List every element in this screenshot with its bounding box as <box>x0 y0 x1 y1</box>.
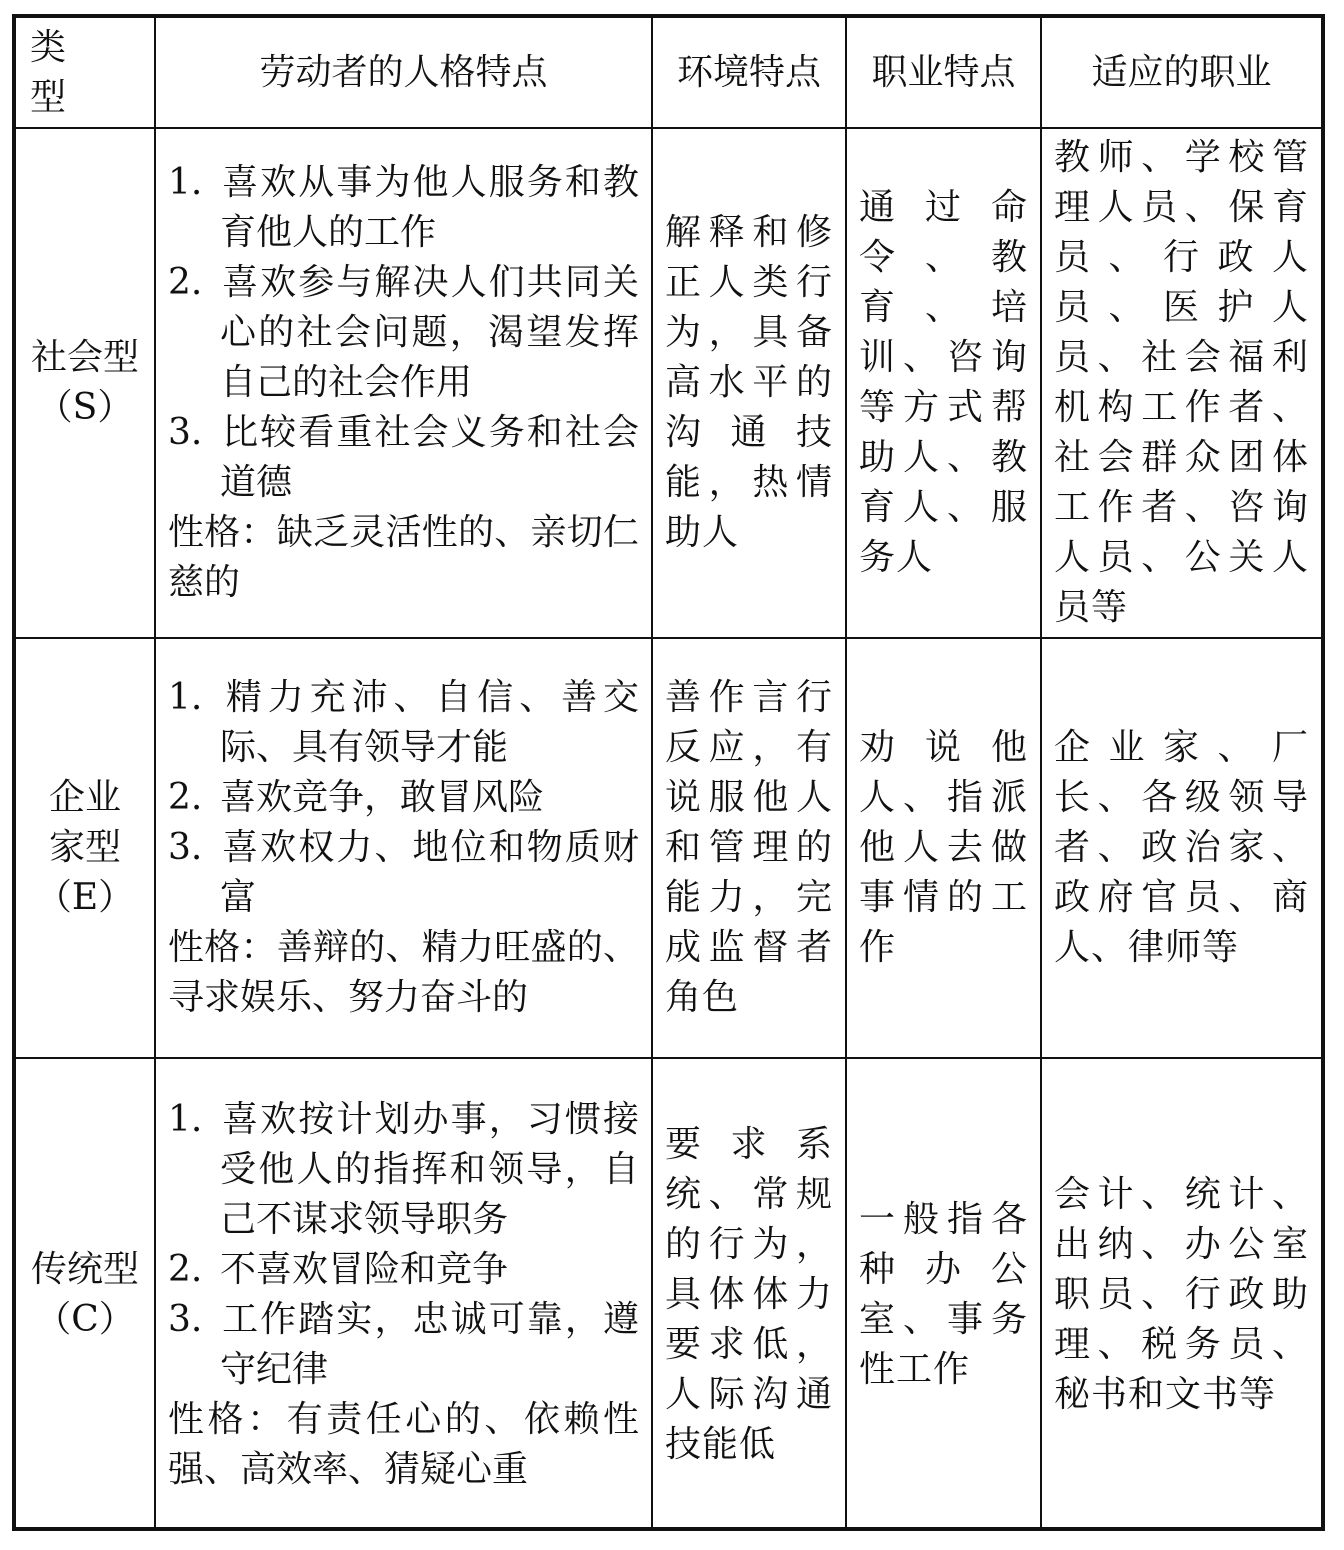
jobs-cell: 会计、统计、出纳、办公室职员、行政助理、税务员、秘书和文书等 <box>1041 1058 1321 1531</box>
trait-number: 3. <box>168 412 203 453</box>
trait-item <box>168 1095 639 1245</box>
personality-text: 性格：缺乏灵活性的、亲切仁慈的 <box>168 512 639 603</box>
table-row <box>16 128 1321 638</box>
personality-text: 性格：善辩的、精力旺盛的、寻求娱乐、努力奋斗的 <box>168 927 639 1018</box>
trait-item <box>168 1245 639 1295</box>
type-name: 企业 <box>48 777 121 818</box>
holland-type-table-frame <box>12 14 1325 1531</box>
header-environment: 环境特点 <box>652 18 846 128</box>
trait-text: 喜欢竞争，敢冒风险 <box>220 777 545 818</box>
trait-text: 喜欢从事为他人服务和教育他人的工作 <box>220 162 639 253</box>
type-cell <box>16 638 155 1058</box>
type-code: （C） <box>35 1299 135 1340</box>
trait-text: 工作踏实，忠诚可靠，遵守纪律 <box>220 1299 639 1390</box>
trait-number: 1. <box>168 162 203 203</box>
header-traits: 劳动者的人格特点 <box>155 18 652 128</box>
trait-text: 喜欢按计划办事，习惯接受他人的指挥和领导，自己不谋求领导职务 <box>220 1099 639 1240</box>
type-name: 社会型 <box>30 337 139 378</box>
type-cell <box>16 128 155 638</box>
environment-cell: 要求系统、常规的行为，具体体力要求低，人际沟通技能低 <box>652 1058 846 1531</box>
trait-number: 2. <box>168 262 203 303</box>
environment-cell: 解释和修正人类行为，具备高水平的沟通技能，热情助人 <box>652 128 846 638</box>
trait-number: 1. <box>168 1099 203 1140</box>
trait-number: 1. <box>168 677 203 718</box>
table-row <box>16 638 1321 1058</box>
trait-item <box>168 673 639 773</box>
type-cell <box>16 1058 155 1531</box>
traits-cell <box>155 128 652 638</box>
career-cell: 劝说他人、指派他人去做事情的工作 <box>846 638 1041 1058</box>
header-career: 职业特点 <box>846 18 1041 128</box>
personality-text: 性格：有责任心的、依赖性强、高效率、猜疑心重 <box>168 1399 639 1490</box>
trait-number: 2. <box>168 1249 203 1290</box>
trait-text: 喜欢权力、地位和物质财富 <box>220 827 639 918</box>
trait-number: 3. <box>168 827 203 868</box>
trait-item <box>168 773 639 823</box>
trait-item <box>168 1295 639 1395</box>
type-code: （E） <box>35 877 135 918</box>
trait-item <box>168 823 639 923</box>
environment-cell: 善作言行反应，有说服他人和管理的能力，完成监督者角色 <box>652 638 846 1058</box>
trait-number: 3. <box>168 1299 203 1340</box>
career-cell: 一般指各种办公室、事务性工作 <box>846 1058 1041 1531</box>
jobs-cell: 企业家、厂长、各级领导者、政治家、政府官员、商人、律师等 <box>1041 638 1321 1058</box>
header-type <box>16 18 155 128</box>
career-cell: 通过命令、教育、培训、咨询等方式帮助人、教育人、服务人 <box>846 128 1041 638</box>
traits-cell <box>155 1058 652 1531</box>
header-type-char-2: 型 <box>30 76 67 118</box>
header-row <box>16 18 1321 128</box>
trait-text: 比较看重社会义务和社会道德 <box>220 412 639 503</box>
holland-type-table <box>16 18 1321 1531</box>
traits-cell <box>155 638 652 1058</box>
trait-item <box>168 408 639 508</box>
trait-text: 喜欢参与解决人们共同关心的社会问题，渴望发挥自己的社会作用 <box>220 262 639 403</box>
header-type-char-1: 类 <box>30 26 67 68</box>
trait-text: 不喜欢冒险和竞争 <box>220 1249 509 1290</box>
type-name: 传统型 <box>30 1249 139 1290</box>
header-jobs: 适应的职业 <box>1041 18 1321 128</box>
trait-item <box>168 258 639 408</box>
trait-item <box>168 158 639 258</box>
type-code: （S） <box>36 387 134 428</box>
trait-text: 精力充沛、自信、善交际、具有领导才能 <box>220 677 639 768</box>
trait-number: 2. <box>168 777 203 818</box>
jobs-cell: 教师、学校管理人员、保育员、行政人员、医护人员、社会福利机构工作者、社会群众团体工作者、咨询人员、公关人员等 <box>1041 128 1321 638</box>
table-row <box>16 1058 1321 1531</box>
type-name-cont: 家型 <box>48 827 121 868</box>
